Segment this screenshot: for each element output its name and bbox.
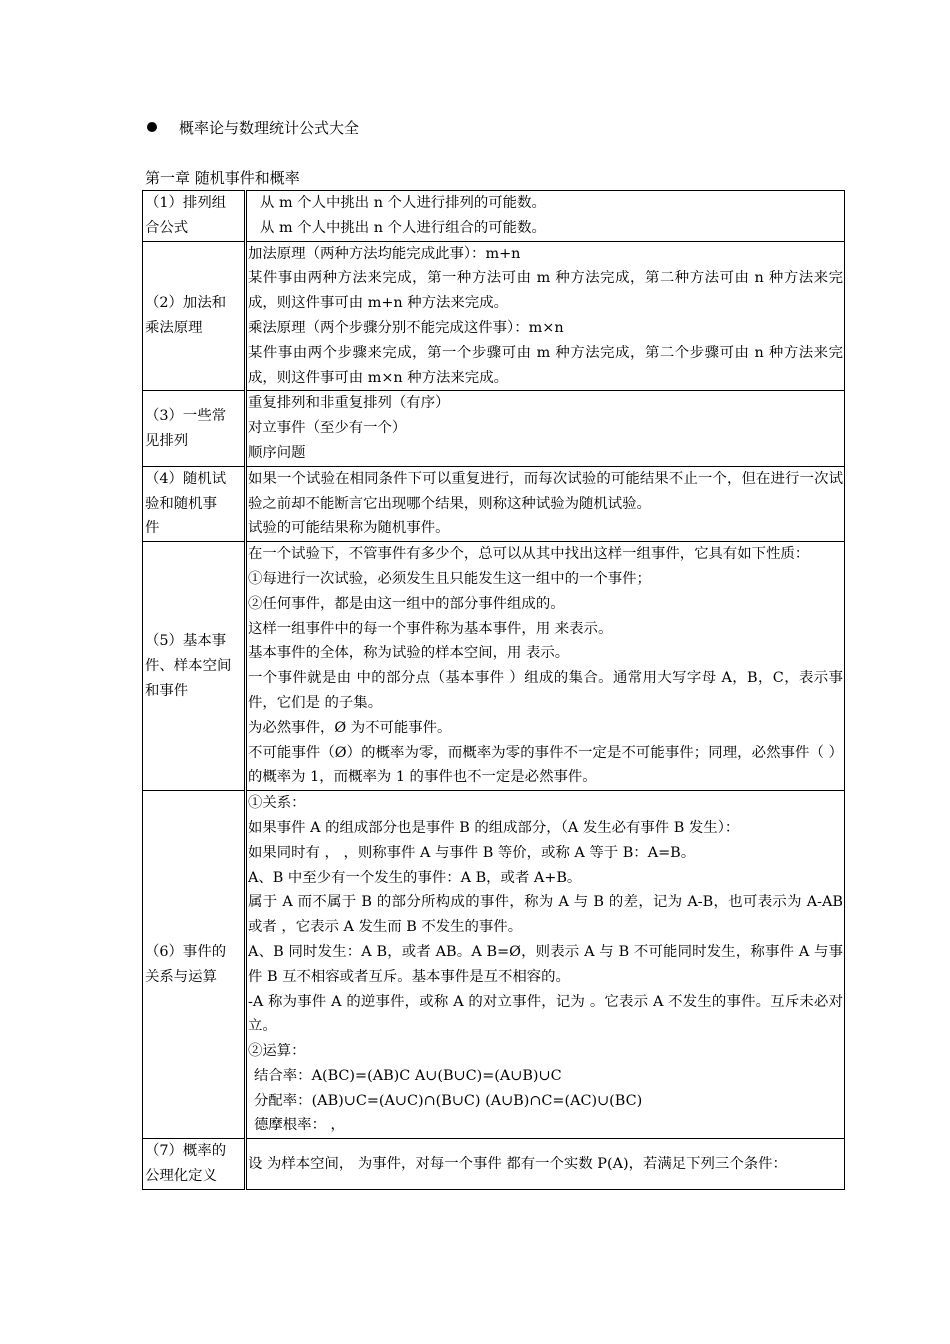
row-content-cell — [246, 241, 845, 391]
row-label-line: 验和随机事 — [145, 495, 217, 512]
row-label-cell — [143, 391, 246, 466]
row-label-line: 件 — [145, 520, 160, 537]
row-label-line: 公理化定义 — [145, 1168, 217, 1185]
row-label-line: （5）基本事 — [145, 632, 227, 649]
row-label-line: 见排列 — [145, 432, 189, 449]
table-row — [143, 1139, 845, 1190]
row-content-cell — [246, 191, 845, 242]
row-label-line: （4）随机试 — [145, 470, 227, 487]
table-row — [143, 542, 845, 791]
row-label-line: （3）一些常 — [145, 407, 227, 424]
content-line: 试验的可能结果称为随机事件。 — [248, 520, 450, 537]
content-line: ①每进行一次试验，必须发生且只能发生这一组中的一个事件； — [248, 570, 651, 587]
heading-text: 概率论与数理统计公式大全 — [179, 119, 360, 137]
row-label-cell — [143, 1139, 246, 1190]
content-line: 如果事件 A 的组成部分也是事件 B 的组成部分，（A 发生必有事件 B 发生）： — [248, 819, 740, 836]
content-line: 从 m 个人中挑出 n 个人进行组合的可能数。 — [260, 219, 546, 236]
content-line: 如果一个试验在相同条件下可以重复进行，而每次试验的可能结果不止一个，但在进行一次试验之前却不能断言它出现哪个结果，则称这种试验为随机试验。 — [248, 470, 843, 512]
chapter-title: 第一章 随机事件和概率 — [145, 169, 300, 187]
row-label-line: 件、样本空间 — [145, 657, 232, 674]
content-line: 从 m 个人中挑出 n 个人进行排列的可能数。 — [260, 195, 546, 211]
row-label-line: 关系与运算 — [145, 968, 217, 985]
row-label-cell — [143, 241, 246, 391]
content-line: 为必然事件，Ø 为不可能事件。 — [248, 719, 452, 736]
bullet-icon — [147, 122, 157, 132]
content-line: 结合率：A(BC)=(AB)C A∪(B∪C)=(A∪B)∪C — [254, 1067, 562, 1084]
row-label-line: （6）事件的 — [145, 943, 227, 960]
row-content-cell — [246, 466, 845, 541]
formula-table — [142, 190, 845, 1190]
content-line: 某件事由两种方法来完成，第一种方法可由 m 种方法完成，第二种方法可由 n 种方法来完成，则这件事可由 m+n 种方法来完成。 — [248, 270, 843, 312]
content-line: 如果同时有 ， ，则称事件 A 与事件 B 等价，或称 A 等于 B：A=B。 — [248, 844, 696, 861]
content-line: 顺序问题 — [248, 444, 306, 461]
content-line: 乘法原理（两个步骤分别不能完成这件事）：m×n — [248, 319, 564, 336]
content-line: 对立事件（至少有一个） — [248, 420, 407, 437]
content-line: 在一个试验下，不管事件有多少个，总可以从其中找出这样一组事件，它具有如下性质： — [248, 546, 810, 563]
content-line: A、B 中至少有一个发生的事件：A B，或者 A+B。 — [248, 869, 582, 886]
row-content-cell — [246, 542, 845, 791]
content-line: 重复排列和非重复排列（有序） — [248, 395, 450, 412]
row-label-line: （2）加法和 — [145, 295, 227, 312]
row-label-line: （1）排列组 — [145, 195, 227, 211]
table-row — [143, 241, 845, 391]
table-row — [143, 466, 845, 541]
row-content-cell — [246, 1139, 845, 1190]
content-line: 德摩根率： ， — [254, 1117, 345, 1134]
table-row — [143, 191, 845, 242]
row-content-cell — [246, 791, 845, 1139]
row-label-cell — [143, 791, 246, 1139]
row-label-line: （7）概率的 — [145, 1143, 227, 1160]
content-line: ①关系： — [248, 795, 306, 812]
content-line: A、B 同时发生：A B，或者 AB。A B=Ø，则表示 A 与 B 不可能同时发生，称事件 A 与事件 B 互不相容或者互斥。基本事件是互不相容的。 — [248, 943, 843, 985]
row-label-cell — [143, 191, 246, 242]
content-line: 分配率：(AB)∪C=(A∪C)∩(B∪C) (A∪B)∩C=(AC)∪(BC) — [254, 1092, 643, 1109]
content-line: 设 为样本空间， 为事件，对每一个事件 都有一个实数 P(A)，若满足下列三个条件： — [248, 1155, 787, 1172]
content-line: 这样一组事件中的每一个事件称为基本事件，用 来表示。 — [248, 620, 613, 637]
content-line: 某件事由两个步骤来完成，第一个步骤可由 m 种方法完成，第二个步骤可由 n 种方法来完成，则这件事可由 m×n 种方法来完成。 — [248, 344, 843, 386]
row-label-line: 合公式 — [145, 219, 189, 236]
row-label-cell — [143, 466, 246, 541]
content-line: 加法原理（两种方法均能完成此事）：m+n — [248, 245, 521, 262]
table-row — [143, 391, 845, 466]
content-line: 属于 A 而不属于 B 的部分所构成的事件，称为 A 与 B 的差，记为 A-B，也可表示为 A-AB 或者 ，它表示 A 发生而 B 不发生的事件。 — [248, 894, 843, 936]
row-label-line: 乘法原理 — [145, 319, 203, 336]
row-content-cell — [246, 391, 845, 466]
content-line: 不可能事件（Ø）的概率为零，而概率为零的事件不一定是不可能事件；同理，必然事件（ ）的概率为 1，而概率为 1 的事件也不一定是必然事件。 — [248, 744, 843, 786]
content-line: ②任何事件，都是由这一组中的部分事件组成的。 — [248, 595, 565, 612]
content-line: -A 称为事件 A 的逆事件，或称 A 的对立事件，记为 。它表示 A 不发生的事件。互斥未必对立。 — [248, 993, 843, 1035]
content-line: 基本事件的全体，称为试验的样本空间，用 表示。 — [248, 645, 570, 662]
content-line: ②运算： — [248, 1043, 306, 1060]
row-label-line: 和事件 — [145, 682, 189, 699]
document-heading — [147, 117, 359, 139]
row-label-cell — [143, 542, 246, 791]
content-line: 一个事件就是由 中的部分点（基本事件 ）组成的集合。通常用大写字母 A，B，C，表示事件，它们是 的子集。 — [248, 670, 843, 711]
table-row — [143, 791, 845, 1139]
